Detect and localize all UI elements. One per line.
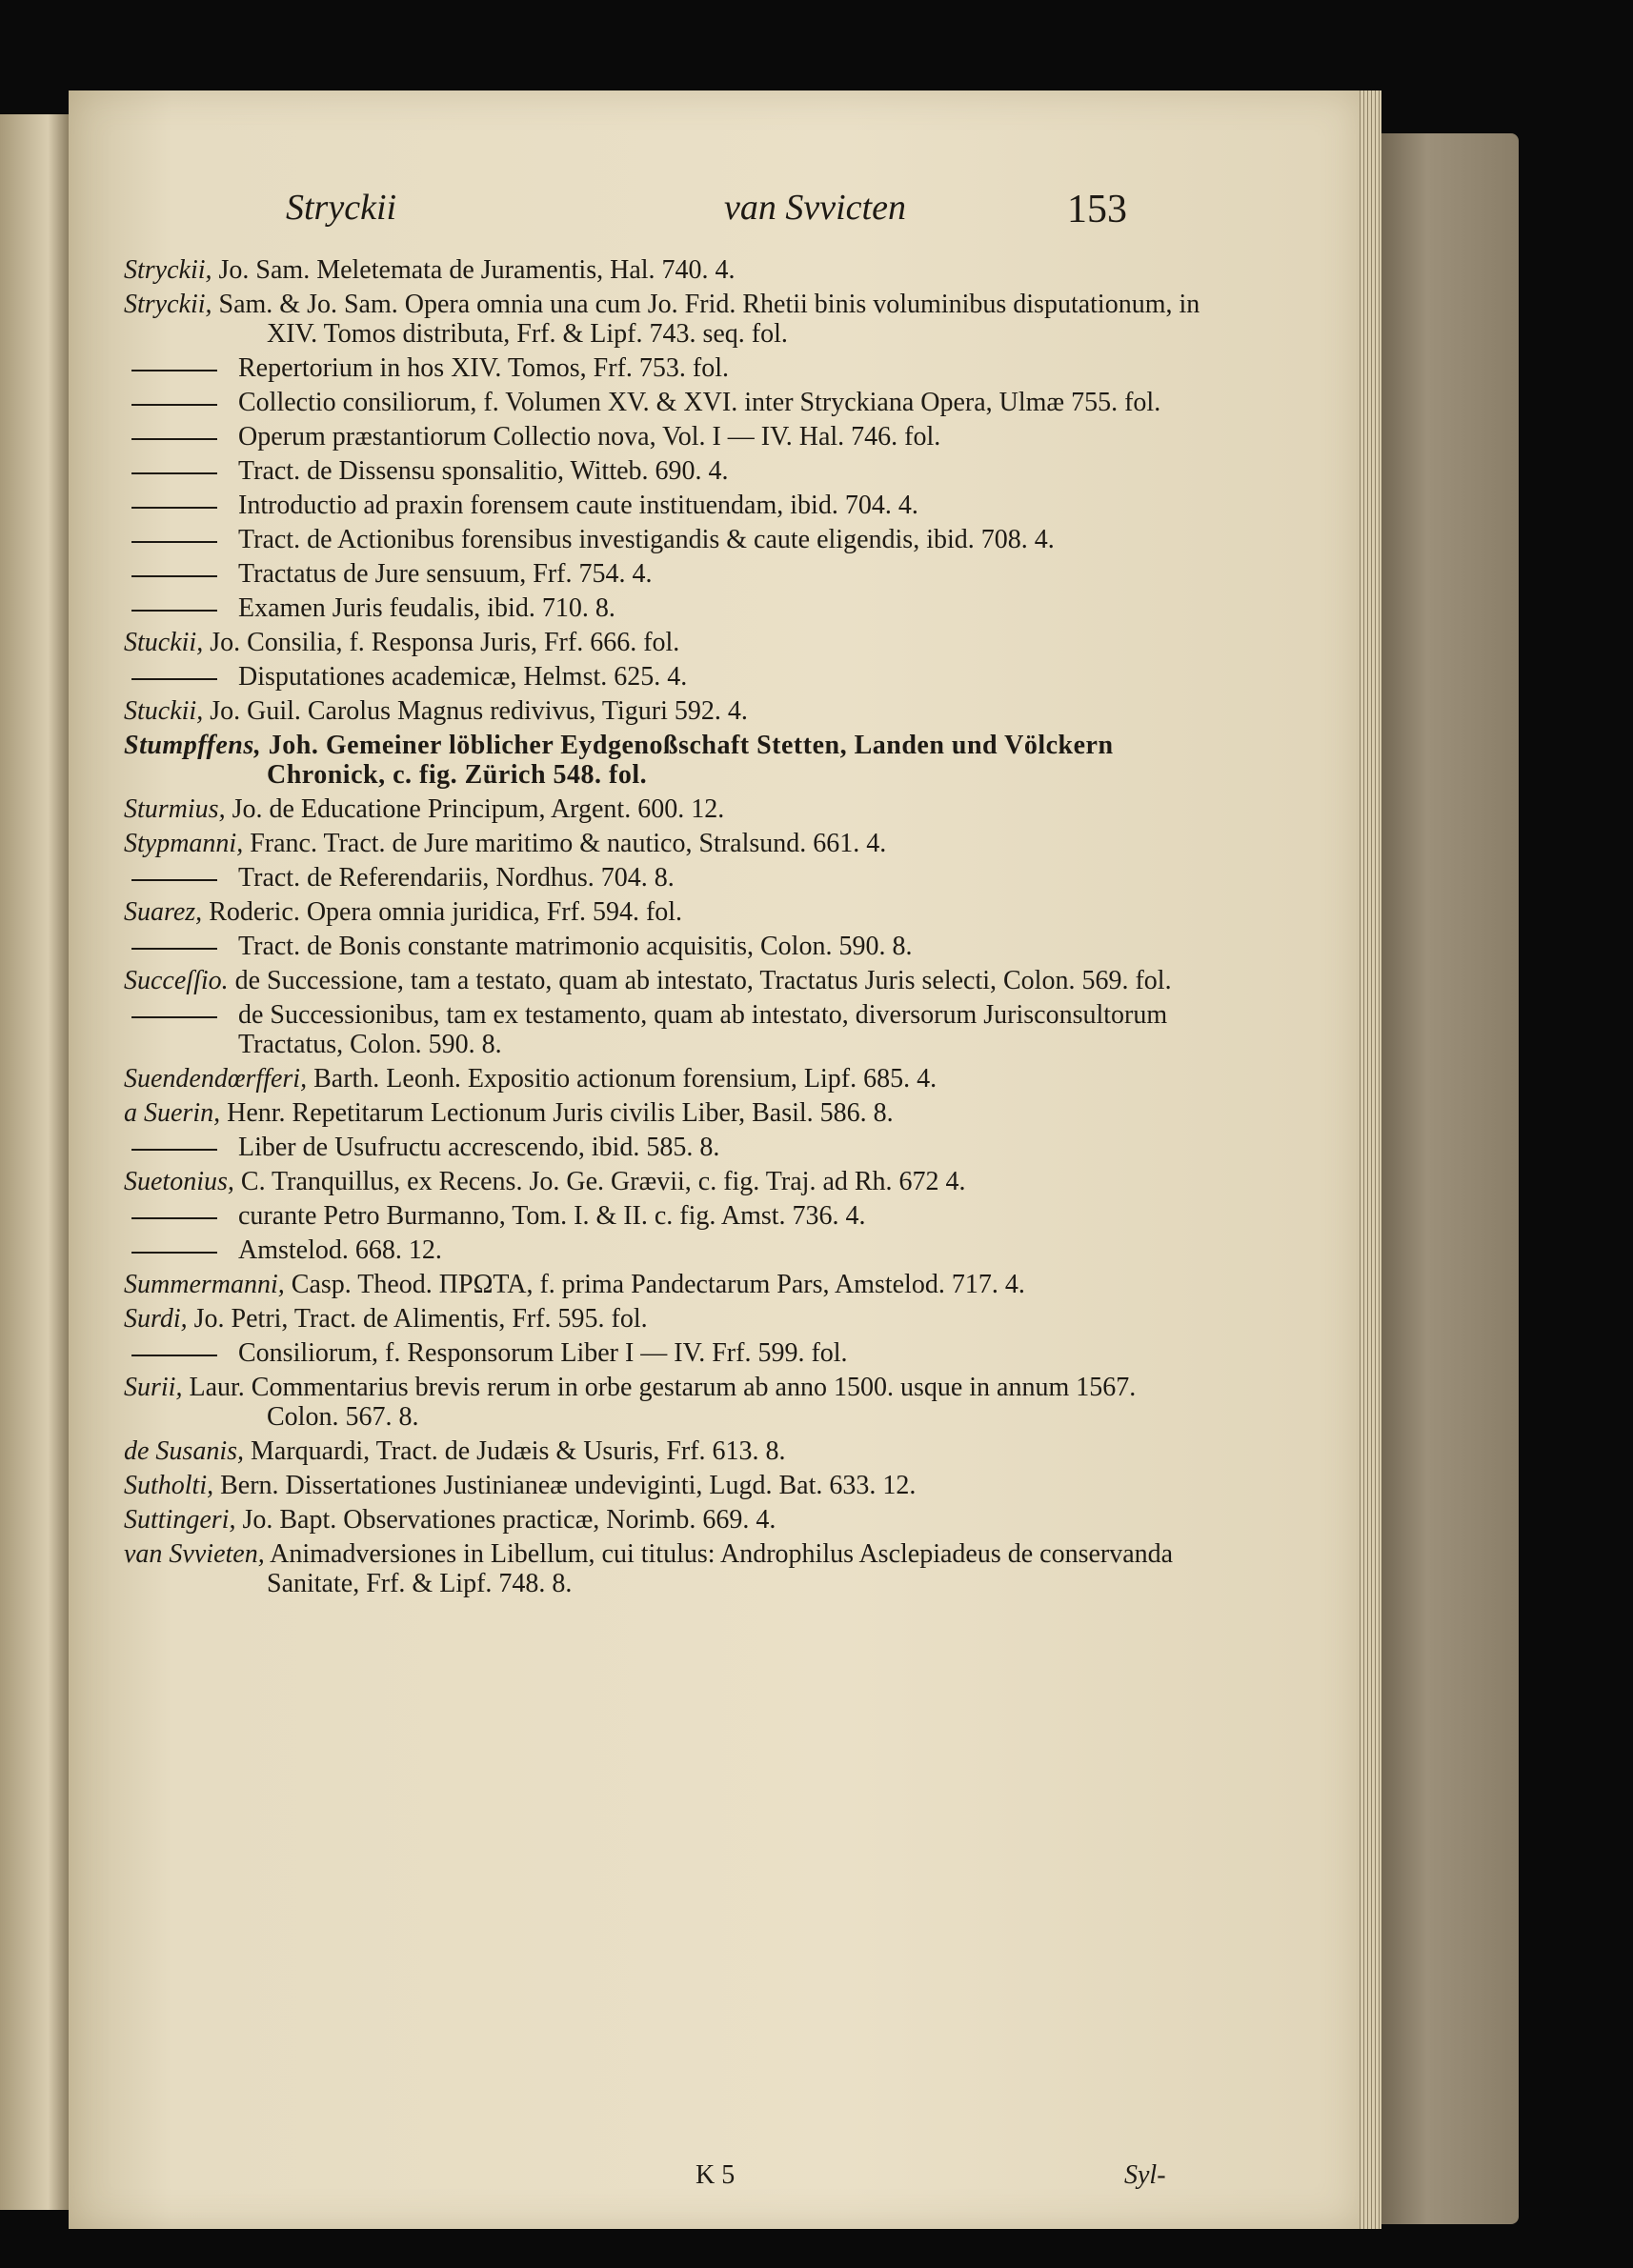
running-head: [286, 187, 1143, 234]
entry-title: de Successionibus, tam ex testamento, quam ab intestato, diversorum Jurisconsultorum Tractatus, Colon. 590. 8.: [238, 1000, 1168, 1059]
entry-title: Barth. Leonh. Expositio actionum forensium, Lipf. 685. 4.: [307, 1064, 937, 1094]
entry-text: [124, 1471, 1210, 1500]
book-cover: [1378, 133, 1519, 2224]
entry-text: [124, 1064, 1210, 1094]
entry-title: Marquardi, Tract. de Judæis & Usuris, Frf. 613. 8.: [244, 1436, 786, 1466]
entry-text: [124, 290, 1210, 349]
entry-text: [238, 1133, 1210, 1162]
entry-title: Amstelod. 668. 12.: [238, 1235, 442, 1265]
entry-author: de Susanis,: [124, 1436, 244, 1466]
entry-text: [238, 932, 1210, 961]
ditto-dash: [131, 370, 217, 371]
catalogue-subentry: [124, 932, 1210, 961]
catalogue-subentry: [124, 1235, 1210, 1265]
entry-text: [124, 1373, 1210, 1432]
catalogue-entry: [124, 1270, 1210, 1299]
catalogue-entry: [124, 696, 1210, 726]
entry-text: [124, 1539, 1210, 1598]
catalogue-subentry: [124, 1338, 1210, 1368]
entry-title: Bern. Dissertationes Justinianeæ undeviginti, Lugd. Bat. 633. 12.: [213, 1471, 917, 1500]
entry-title: Jo. Petri, Tract. de Alimentis, Frf. 595. fol.: [187, 1304, 648, 1334]
ditto-dash: [131, 1355, 217, 1356]
entry-title: Introductio ad praxin forensem caute instituendam, ibid. 704. 4.: [238, 491, 918, 520]
catalogue-entry: [124, 628, 1210, 657]
catalogue-entry: [124, 1373, 1210, 1432]
entry-text: [238, 662, 1210, 692]
entry-author: Summermanni,: [124, 1270, 285, 1299]
entry-author: Succeſſio.: [124, 966, 229, 995]
entry-text: [238, 491, 1210, 520]
catalogue-subentry: [124, 662, 1210, 692]
catalogue-entry: [124, 290, 1210, 349]
catalogue-entry: [124, 1064, 1210, 1094]
catalogue-subentry: [124, 353, 1210, 383]
catalogue-entry: [124, 1505, 1210, 1535]
catalogue-subentry: [124, 456, 1210, 486]
entry-text: [238, 1235, 1210, 1265]
entry-text: [238, 525, 1210, 554]
entry-title: Tract. de Actionibus forensibus investigandis & caute eligendis, ibid. 708. 4.: [238, 525, 1055, 554]
entry-text: [124, 1098, 1210, 1128]
entry-text: [238, 593, 1210, 623]
ditto-dash: [131, 879, 217, 881]
catalogue-subentry: [124, 863, 1210, 893]
entry-title: Tractatus de Jure sensuum, Frf. 754. 4.: [238, 559, 653, 589]
ditto-dash: [131, 575, 217, 577]
entry-title: curante Petro Burmanno, Tom. I. & II. c. fig. Amst. 736. 4.: [238, 1201, 866, 1231]
catalogue-subentry: [124, 1201, 1210, 1231]
entry-title: Examen Juris feudalis, ibid. 710. 8.: [238, 593, 615, 623]
entry-text: [238, 388, 1210, 417]
entry-author: a Suerin,: [124, 1098, 221, 1128]
page-number: 153: [1067, 188, 1127, 231]
ditto-dash: [131, 541, 217, 543]
ditto-dash: [131, 948, 217, 950]
entry-text: [238, 1201, 1210, 1231]
entry-title: Tract. de Referendariis, Nordhus. 704. 8.: [238, 863, 675, 893]
entry-title: Tract. de Bonis constante matrimonio acquisitis, Colon. 590. 8.: [238, 932, 913, 961]
catalogue-entries: [124, 255, 1210, 1603]
catalogue-entry: [124, 897, 1210, 927]
entry-author: Stuckii,: [124, 628, 204, 657]
entry-author: Sturmius,: [124, 794, 226, 824]
ditto-dash: [131, 1016, 217, 1018]
catalogue-entry: [124, 255, 1210, 285]
ditto-dash: [131, 404, 217, 406]
ditto-dash: [131, 1149, 217, 1151]
entry-title: Tract. de Dissensu sponsalitio, Witteb. 690. 4.: [238, 456, 729, 486]
entry-text: [124, 255, 1210, 285]
entry-title: Collectio consiliorum, f. Volumen XV. & XVI. inter Stryckiana Opera, Ulmæ 755. fol.: [238, 388, 1161, 417]
catalogue-subentry: [124, 559, 1210, 589]
entry-author: Stuckii,: [124, 696, 204, 726]
entry-title: Jo. Guil. Carolus Magnus redivivus, Tiguri 592. 4.: [203, 696, 748, 726]
entry-title: Henr. Repetitarum Lectionum Juris civilis Liber, Basil. 586. 8.: [220, 1098, 894, 1128]
entry-title: Disputationes academicæ, Helmst. 625. 4.: [238, 662, 688, 692]
entry-text: [124, 1436, 1210, 1466]
entry-text: [124, 1167, 1210, 1196]
catalogue-entry: [124, 1098, 1210, 1128]
running-head-center: van Svvicten: [724, 188, 906, 228]
entry-title: Jo. de Educatione Principum, Argent. 600. 12.: [225, 794, 725, 824]
entry-text: [124, 829, 1210, 858]
entry-title: Operum præstantiorum Collectio nova, Vol. I — IV. Hal. 746. fol.: [238, 422, 941, 452]
entry-title: Joh. Gemeiner löblicher Eydgenoßschaft Stetten, Landen und Völckern Chronick, c. fig. Zürich 548. fol.: [261, 731, 1114, 790]
catalogue-subentry: [124, 491, 1210, 520]
entry-text: [238, 1338, 1210, 1368]
catalogue-entry: [124, 794, 1210, 824]
entry-title: Jo. Consilia, f. Responsa Juris, Frf. 666. fol.: [203, 628, 680, 657]
entry-text: [124, 966, 1210, 995]
entry-title: Consiliorum, f. Responsorum Liber I — IV. Frf. 599. fol.: [238, 1338, 848, 1368]
entry-text: [124, 1304, 1210, 1334]
entry-title: Roderic. Opera omnia juridica, Frf. 594. fol.: [202, 897, 683, 927]
entry-text: [124, 1505, 1210, 1535]
entry-author: Stypmanni,: [124, 829, 244, 858]
entry-author: Suarez,: [124, 897, 203, 927]
catalogue-entry: [124, 1167, 1210, 1196]
entry-author: Suendendœrfferi,: [124, 1064, 308, 1094]
ditto-dash: [131, 438, 217, 440]
entry-title: Sam. & Jo. Sam. Opera omnia una cum Jo. Frid. Rhetii binis voluminibus disputationum, in XIV. Tomos distributa, Frf. & Lipf. 743. seq. fol.: [212, 290, 1200, 349]
entry-title: Jo. Sam. Meletemata de Juramentis, Hal. 740. 4.: [212, 255, 736, 285]
entry-title: C. Tranquillus, ex Recens. Jo. Ge. Grævii, c. fig. Traj. ad Rh. 672 4.: [233, 1167, 966, 1196]
catalogue-subentry: [124, 593, 1210, 623]
entry-text: [238, 863, 1210, 893]
catalogue-subentry: [124, 422, 1210, 452]
entry-text: [124, 696, 1210, 726]
ditto-dash: [131, 610, 217, 612]
catalogue-entry: [124, 1436, 1210, 1466]
entry-title: Jo. Bapt. Observationes practicæ, Norimb. 669. 4.: [235, 1505, 776, 1535]
entry-title: Repertorium in hos XIV. Tomos, Frf. 753. fol.: [238, 353, 729, 383]
entry-text: [124, 628, 1210, 657]
signature-mark: K 5: [696, 2160, 736, 2190]
catalogue-entry: [124, 1304, 1210, 1334]
entry-title: de Successione, tam a testato, quam ab intestato, Tractatus Juris selecti, Colon. 569. fol.: [228, 966, 1172, 995]
entry-author: Surdi,: [124, 1304, 188, 1334]
entry-author: Stumpffens,: [124, 731, 262, 760]
ditto-dash: [131, 678, 217, 680]
catalogue-entry: [124, 731, 1210, 790]
entry-text: [124, 897, 1210, 927]
ditto-dash: [131, 1217, 217, 1219]
catalogue-subentry: [124, 388, 1210, 417]
ditto-dash: [131, 507, 217, 509]
running-head-left: Stryckii: [286, 188, 397, 228]
entry-author: Suttingeri,: [124, 1505, 236, 1535]
entry-text: [238, 456, 1210, 486]
entry-text: [238, 559, 1210, 589]
entry-title: Animadversiones in Libellum, cui titulus: Androphilus Asclepiadeus de conservanda Sanitate, Frf. & Lipf. 748. 8.: [264, 1539, 1174, 1598]
ditto-dash: [131, 1252, 217, 1254]
facing-page-edge: [0, 114, 69, 2210]
catalogue-subentry: [124, 1000, 1210, 1059]
entry-author: Sutholti,: [124, 1471, 214, 1500]
entry-author: Stryckii,: [124, 290, 212, 319]
entry-text: [238, 1000, 1210, 1059]
entry-text: [124, 794, 1210, 824]
catalogue-subentry: [124, 525, 1210, 554]
entry-author: Stryckii,: [124, 255, 212, 285]
page-footer: [124, 2160, 1210, 2195]
catalogue-entry: [124, 1539, 1210, 1598]
ditto-dash: [131, 472, 217, 474]
catchword: Syl-: [1124, 2160, 1166, 2190]
entry-text: [238, 422, 1210, 452]
entry-title: Franc. Tract. de Jure maritimo & nautico, Stralsund. 661. 4.: [243, 829, 887, 858]
catalogue-subentry: [124, 1133, 1210, 1162]
catalogue-entry: [124, 1471, 1210, 1500]
entry-title: Casp. Theod. ΠΡΩΤΑ, f. prima Pandectarum Pars, Amstelod. 717. 4.: [284, 1270, 1025, 1299]
entry-title: Laur. Commentarius brevis rerum in orbe gestarum ab anno 1500. usque in annum 1567. Colon. 567. 8.: [182, 1373, 1137, 1432]
entry-text: [238, 353, 1210, 383]
catalogue-entry: [124, 966, 1210, 995]
entry-author: Surii,: [124, 1373, 183, 1402]
entry-author: Suetonius,: [124, 1167, 234, 1196]
entry-title: Liber de Usufructu accrescendo, ibid. 585. 8.: [238, 1133, 720, 1162]
entry-author: van Svvieten,: [124, 1539, 265, 1569]
catalogue-entry: [124, 829, 1210, 858]
entry-text: [124, 1270, 1210, 1299]
entry-text: [124, 731, 1210, 790]
